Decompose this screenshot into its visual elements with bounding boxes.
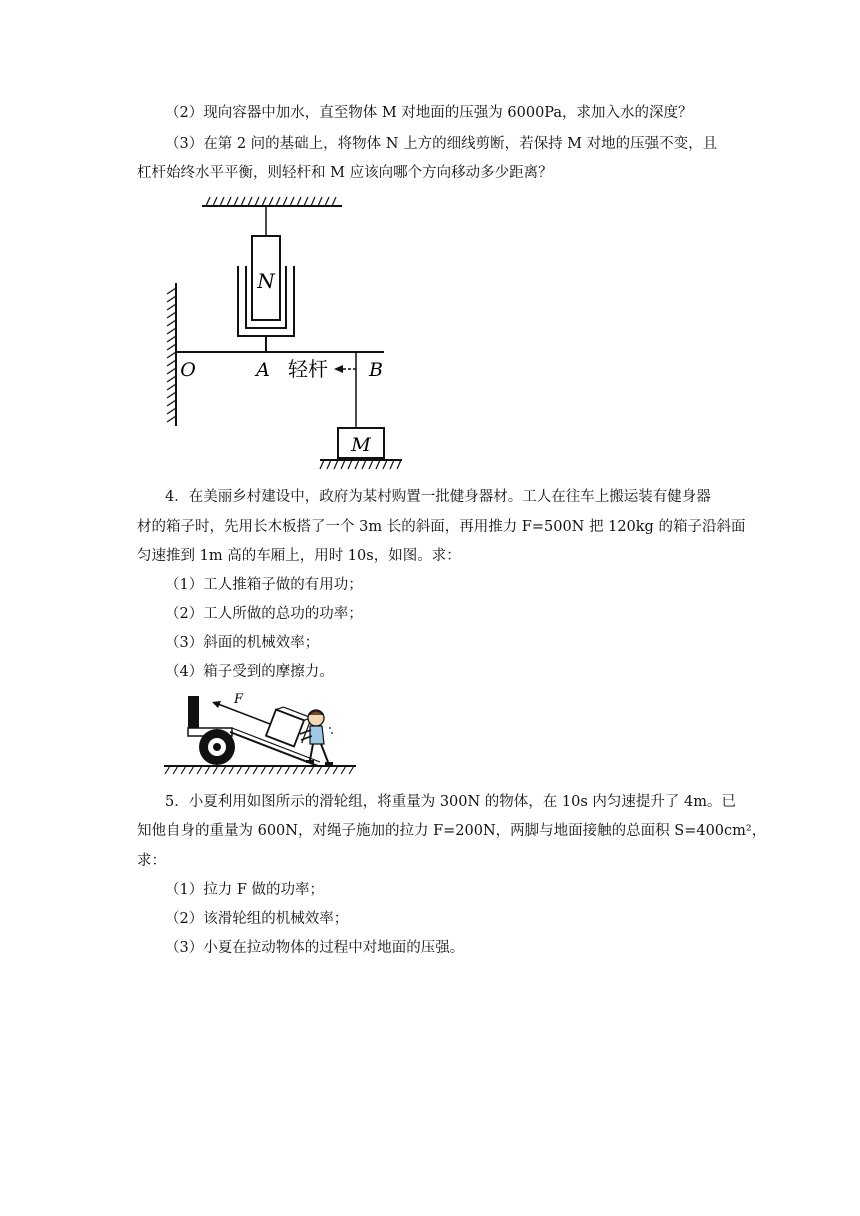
q4-line1: 4．在美丽乡村建设中，政府为某村购置一批健身器材。工人在往车上搬运装有健身器	[165, 489, 711, 505]
ground-hatch	[320, 460, 401, 469]
label-A: A	[256, 359, 270, 381]
q5-line3: 求：	[137, 853, 166, 869]
force-arrow-icon	[218, 704, 270, 724]
label-N: N	[257, 269, 275, 293]
label-B: B	[369, 359, 383, 381]
ground-hatch	[165, 766, 354, 774]
q3-sub2: （2）现向容器中加水，直至物体 M 对地面的压强为 6000Pa，求加入水的深度？	[165, 105, 693, 121]
q5-line1: 5．小夏利用如图所示的滑轮组，将重量为 300N 的物体，在 10s 内匀速提升了 4m。已	[165, 794, 736, 810]
q5-sub2: （2）该滑轮组的机械效率；	[165, 911, 349, 927]
ceiling-hatch	[206, 197, 336, 206]
q4-sub4: （4）箱子受到的摩擦力。	[165, 664, 334, 680]
box	[266, 705, 311, 749]
q4-line3: 匀速推到 1m 高的车厢上，用时 10s，如图。求：	[137, 548, 461, 564]
lever-figure	[150, 188, 410, 473]
q5-sub3: （3）小夏在拉动物体的过程中对地面的压强。	[165, 940, 465, 956]
q5-sub1: （1）拉力 F 做的功率；	[165, 882, 325, 898]
q3-sub3-line2: 杠杆始终水平平衡，则轻杆和 M 应该向哪个方向移动多少距离？	[137, 165, 553, 181]
q4-sub2: （2）工人所做的总功的功率；	[165, 606, 363, 622]
truck-panel	[188, 696, 199, 730]
rod-label: 轻杆	[288, 357, 328, 381]
label-O: O	[180, 359, 196, 381]
label-M: M	[351, 434, 371, 456]
label-F: F	[234, 692, 244, 707]
q3-sub3-line1: （3）在第 2 问的基础上，将物体 N 上方的细线剪断，若保持 M 对地的压强不变，且	[165, 136, 718, 152]
ramp-figure	[160, 688, 360, 780]
q4-sub3: （3）斜面的机械效率；	[165, 635, 320, 651]
q4-line2: 材的箱子时，先用长木板搭了一个 3m 长的斜面，再用推力 F=500N 把 120kg 的箱子沿斜面	[137, 519, 746, 535]
wall-hatch	[167, 288, 176, 422]
q5-line2: 知他自身的重量为 600N，对绳子施加的拉力 F=200N，两脚与地面接触的总面积 S=400cm²，	[137, 823, 767, 839]
q4-sub1: （1）工人推箱子做的有用功；	[165, 577, 363, 593]
